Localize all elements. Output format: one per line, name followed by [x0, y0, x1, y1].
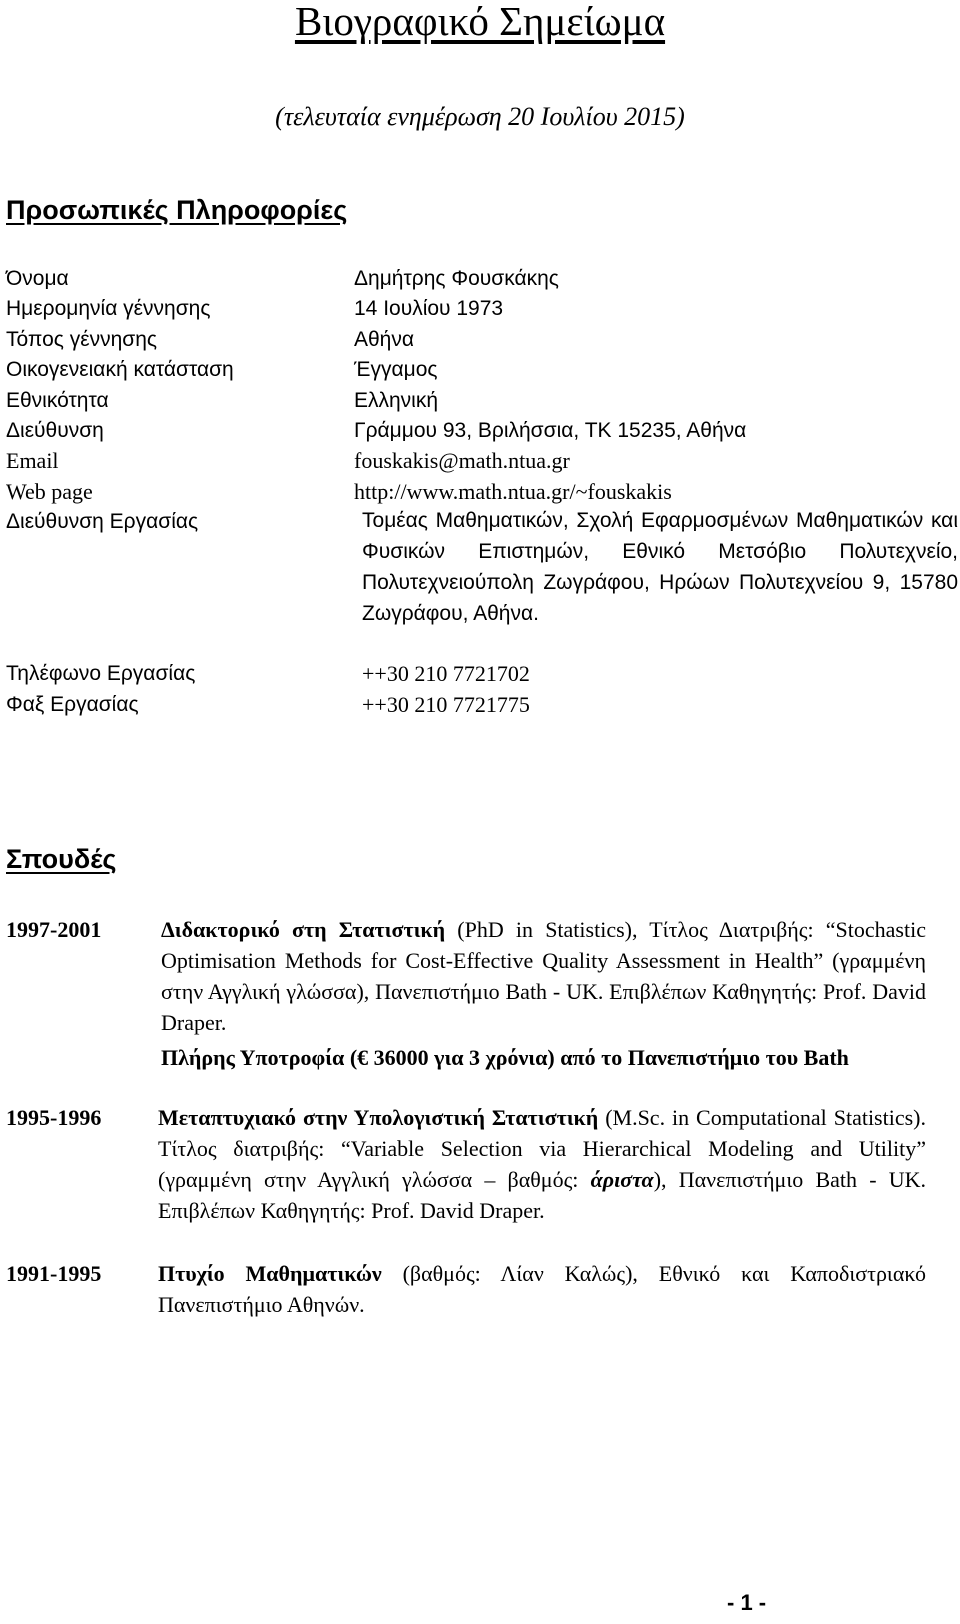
marital-label: Οικογενειακή κατάσταση — [6, 358, 234, 381]
last-updated: (τελευταία ενημέρωση 20 Ιουλίου 2015) — [275, 102, 685, 131]
degree-msc-details: (M.Sc. in Computational Statistics). Τίτλος διατριβής: “Variable Selection via Hierarchical Modeling and Utility” (γραμμένη στην Αγγλική γλώσσα – βαθμός: — [158, 1105, 926, 1192]
education-heading: Σπουδές — [6, 844, 117, 874]
degree-msc-details-end: ), Πανεπιστήμιο Bath - UK. Επιβλέπων Καθηγητής: Prof. David Draper. — [158, 1167, 926, 1223]
birthdate-value: 14 Ιουλίου 1973 — [354, 297, 504, 320]
degree-bsc: Πτυχίο Μαθηματικών — [158, 1261, 382, 1286]
page-number: - 1 - — [727, 1590, 767, 1615]
webpage-value[interactable]: http://www.math.ntua.gr/~fouskakis — [354, 479, 672, 504]
education-years-bsc: 1991-1995 — [6, 1261, 102, 1286]
nationality-value: Ελληνική — [354, 389, 439, 412]
webpage-label: Web page — [6, 479, 93, 504]
degree-msc-grade: άριστα — [590, 1167, 654, 1192]
degree-bsc-details: (βαθμός: Λίαν Καλώς), Εθνικό και Καποδιστριακό Πανεπιστήμιο Αθηνών. — [158, 1261, 926, 1317]
education-entry-phd — [161, 914, 926, 1038]
work-address-value: Τομέας Μαθηματικών, Σχολή Εφαρμοσμένων Μαθηματικών και Φυσικών Επιστημών, Εθνικό Μετσόβιο Πολυτεχνείο, Πολυτεχνειούπολη Ζωγράφου, Ηρώων Πολυτεχνείου 9, 15780 Ζωγράφου, Αθήνα. — [362, 509, 958, 625]
degree-phd: Διδακτορικό στη Στατιστική — [161, 917, 446, 942]
work-fax-label: Φαξ Εργασίας — [6, 693, 139, 716]
nationality-label: Εθνικότητα — [6, 389, 109, 412]
education-years-phd: 1997-2001 — [6, 917, 102, 942]
scholarship-note: Πλήρης Υποτροφία (€ 36000 για 3 χρόνια) από το Πανεπιστήμιο του Bath — [161, 1045, 849, 1070]
email-value[interactable]: fouskakis@math.ntua.gr — [354, 448, 570, 473]
name-label: Όνομα — [6, 267, 69, 290]
birthplace-label: Τόπος γέννησης — [6, 328, 158, 351]
work-fax-value: ++30 210 7721775 — [362, 692, 530, 717]
education-years-msc: 1995-1996 — [6, 1105, 102, 1130]
birthdate-label: Ημερομηνία γέννησης — [6, 297, 211, 320]
degree-phd-details: (PhD in Statistics), Τίτλος Διατριβής: “Stochastic Optimisation Methods for Cost-Effective Quality Assessment in Health” (γραμμένη στην Αγγλική γλώσσα), Πανεπιστήμιο Bath - UK. Επιβλέπων Καθηγητής: Prof. David Draper. — [161, 917, 926, 1035]
name-value: Δημήτρης Φουσκάκης — [354, 267, 559, 290]
work-phone-label: Τηλέφωνο Εργασίας — [6, 662, 196, 685]
address-label: Διεύθυνση — [6, 419, 104, 442]
work-phone-value: ++30 210 7721702 — [362, 661, 530, 686]
work-address-label: Διεύθυνση Εργασίας — [6, 510, 199, 533]
document-title: Βιογραφικό Σημείωμα — [294, 0, 666, 44]
marital-value: Έγγαμος — [354, 358, 438, 381]
education-entry-msc — [158, 1102, 926, 1226]
address-value: Γράμμου 93, Βριλήσσια, ΤΚ 15235, Αθήνα — [354, 419, 747, 442]
education-entry-bsc — [158, 1258, 926, 1320]
email-label: Email — [6, 448, 59, 473]
degree-msc: Μεταπτυχιακό στην Υπολογιστική Στατιστική — [158, 1105, 599, 1130]
personal-info-heading: Προσωπικές Πληροφορίες — [6, 195, 348, 225]
birthplace-value: Αθήνα — [354, 328, 415, 351]
